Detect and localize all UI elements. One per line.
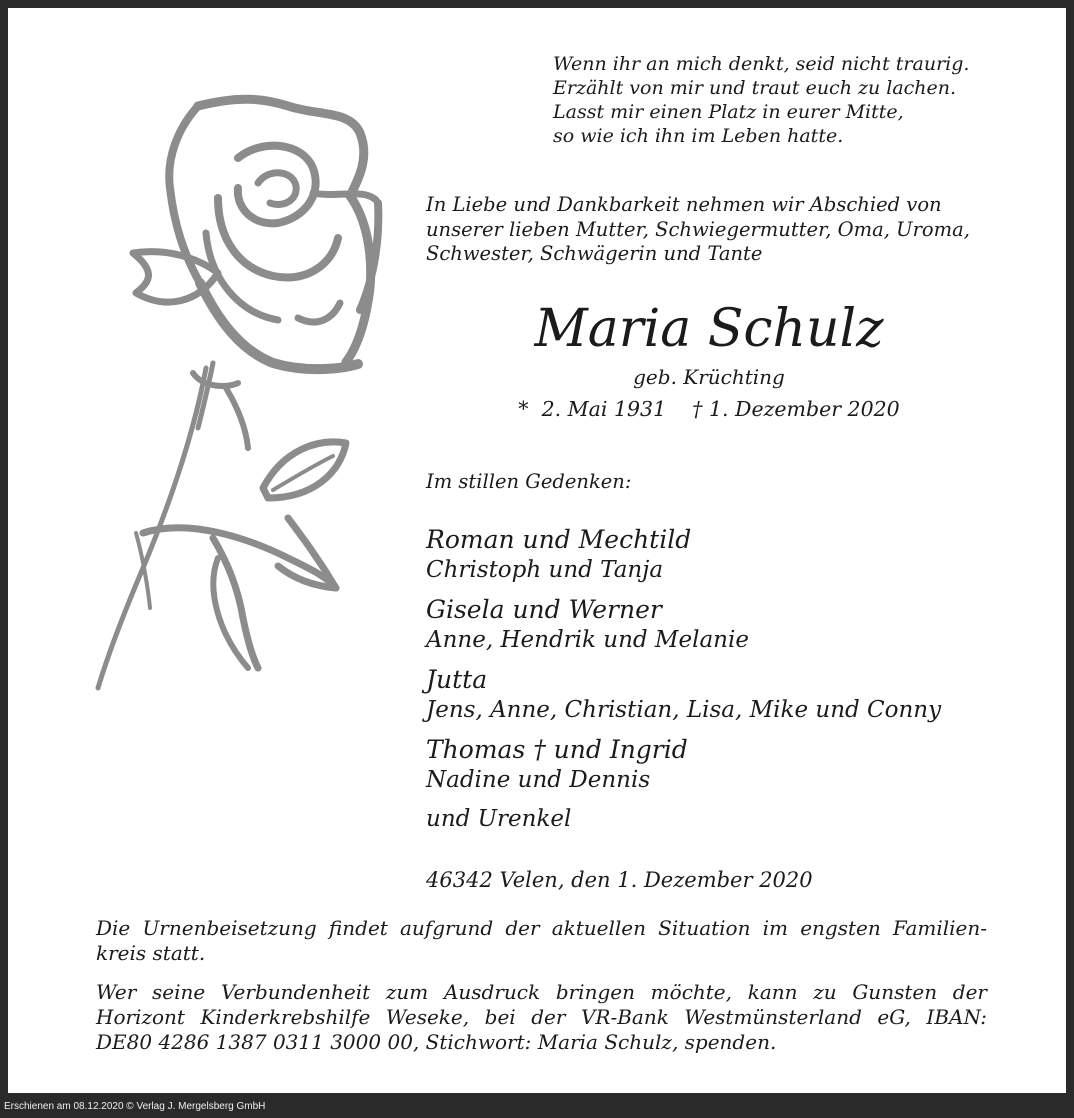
family-group — [426, 734, 1026, 795]
place-date: 46342 Velen, den 1. Dezember 2020 — [426, 868, 813, 892]
intro-line: unserer lieben Mutter, Schwiegermutter, Oma, Uroma, — [426, 217, 970, 241]
notice-line: Die Urnenbeisetzung findet aufgrund der aktuellen Situation im engsten Familien- — [96, 916, 987, 940]
poem-line: Wenn ihr an mich denkt, seid nicht traurig. — [553, 53, 970, 75]
birth-name: geb. Krüchting — [633, 365, 785, 389]
family-group — [426, 664, 1026, 725]
publication-footer: Erschienen am 08.12.2020 © Verlag J. Mergelsberg GmbH — [4, 1101, 266, 1112]
family-group — [426, 804, 1026, 834]
family-main: Gisela und Werner — [426, 595, 662, 624]
family-sub: Anne, Hendrik und Melanie — [426, 627, 749, 653]
poem-line: Erzählt von mir und traut euch zu lachen. — [553, 77, 957, 99]
obituary-card — [8, 8, 1066, 1093]
poem — [553, 52, 1053, 148]
life-dates: * 2. Mai 1931 † 1. Dezember 2020 — [518, 397, 900, 421]
family-group — [426, 594, 1026, 655]
family-main: Thomas † und Ingrid — [426, 735, 688, 764]
mourners-list — [426, 524, 1026, 843]
family-main: Jutta — [426, 665, 488, 694]
family-main: Roman und Mechtild — [426, 525, 692, 554]
family-sub: Christoph und Tanja — [426, 557, 664, 583]
family-sub: Nadine und Dennis — [426, 767, 651, 793]
notice-line: kreis statt. — [96, 941, 206, 965]
intro-line: In Liebe und Dankbarkeit nehmen wir Abschied von — [426, 193, 942, 216]
donation-notice — [96, 980, 987, 1055]
donation-line: DE80 4286 1387 0311 3000 00, Stichwort: Maria Schulz, spenden. — [96, 1030, 777, 1054]
poem-line: so wie ich ihn im Leben hatte. — [553, 125, 844, 147]
poem-line: Lasst mir einen Platz in eurer Mitte, — [553, 101, 904, 123]
family-group — [426, 524, 1026, 585]
rose-icon — [88, 88, 388, 708]
gedenken-label: Im stillen Gedenken: — [426, 470, 632, 493]
family-sub: und Urenkel — [426, 806, 572, 832]
donation-line: Horizont Kinderkrebshilfe Weseke, bei der VR-Bank Westmünsterland eG, IBAN: — [96, 1005, 987, 1029]
burial-notice — [96, 916, 987, 966]
family-sub: Jens, Anne, Christian, Lisa, Mike und Conny — [426, 697, 942, 723]
deceased-name: Maria Schulz — [534, 299, 884, 359]
intro-text — [426, 193, 1026, 267]
intro-line: Schwester, Schwägerin und Tante — [426, 242, 763, 265]
donation-line: Wer seine Verbundenheit zum Ausdruck bringen möchte, kann zu Gunsten der — [96, 980, 987, 1004]
